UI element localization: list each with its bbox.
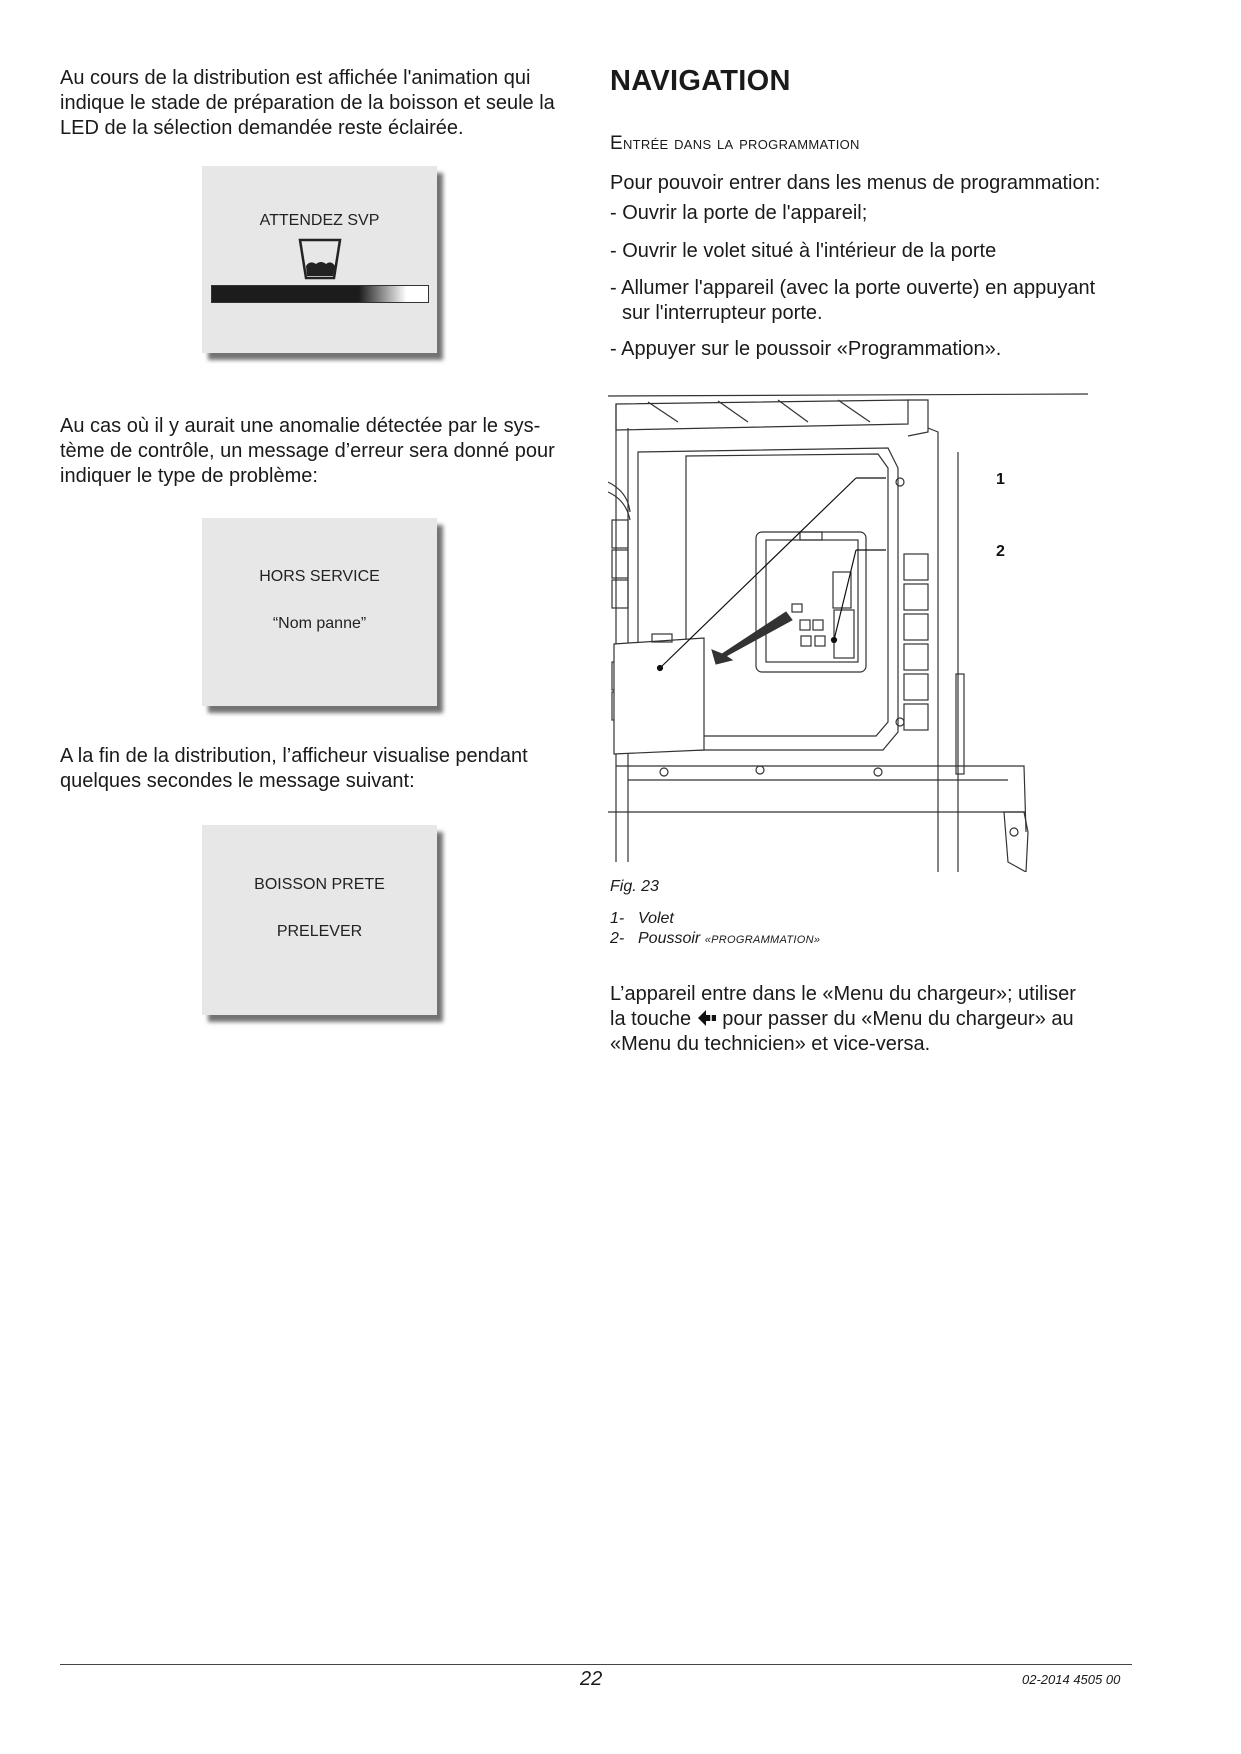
closing-line-2: [610, 1007, 1130, 1032]
end-line-1: A la fin de la distribution, l’afficheur visualise pendant: [60, 745, 528, 767]
document-reference: 02-2014 4505 00: [1022, 1672, 1121, 1687]
intro-paragraph: [60, 66, 590, 141]
callout-2: 2: [996, 543, 1005, 560]
anomaly-paragraph: [60, 414, 590, 489]
legend-item-1: [610, 909, 820, 929]
section-heading: NAVIGATION: [610, 65, 791, 97]
legend-2-number: 2-: [610, 930, 625, 947]
figure-label: Fig. 23: [610, 878, 659, 895]
anomaly-line-2: tème de contrôle, un message d’erreur sera donné pour: [60, 440, 555, 462]
closing-line-2-post: pour passer du «Menu du chargeur» au: [722, 1008, 1074, 1030]
progress-bar: [211, 285, 429, 303]
machine-door-illustration: [608, 392, 1092, 872]
end-paragraph: [60, 744, 590, 794]
error-name: “Nom panne”: [272, 615, 367, 632]
closing-line-1: L’appareil entre dans le «Menu du chargeur»; utiliser: [610, 983, 1076, 1005]
step-press-button: - Appuyer sur le poussoir «Programmation».: [610, 338, 1002, 360]
page-number: 22: [580, 1668, 603, 1690]
legend-1-text: Volet: [638, 910, 674, 927]
steps-intro: Pour pouvoir entrer dans les menus de programmation:: [610, 172, 1101, 194]
legend-2-small: «PROGRAMMATION»: [704, 934, 821, 946]
closing-line-2-pre: la touche: [610, 1008, 692, 1030]
ready-instruction: PRELEVER: [276, 923, 363, 940]
anomaly-line-3: indiquer le type de problème:: [60, 465, 318, 487]
subsection-heading: Entrée dans la programmation: [610, 133, 860, 154]
legend-item-2: [610, 929, 820, 950]
error-title: HORS SERVICE: [259, 568, 380, 585]
cup-icon: [298, 238, 342, 280]
ready-title: BOISSON PRETE: [254, 876, 385, 893]
legend-2-text: Poussoir: [638, 930, 701, 947]
step-power-on-cont: sur l'interrupteur porte.: [622, 302, 823, 324]
intro-line-3: LED de la sélection demandée reste éclairée.: [60, 117, 464, 139]
display-panel-wait: [202, 166, 437, 353]
anomaly-line-1: Au cas où il y aurait une anomalie détectée par le sys-: [60, 415, 541, 437]
closing-line-3: «Menu du technicien» et vice-versa.: [610, 1033, 931, 1055]
step-open-flap: - Ouvrir le volet situé à l'intérieur de la porte: [610, 240, 997, 262]
wait-message: ATTENDEZ SVP: [259, 212, 380, 229]
end-line-2: quelques secondes le message suivant:: [60, 770, 415, 792]
legend-1-number: 1-: [610, 910, 625, 927]
closing-paragraph: [610, 982, 1130, 1057]
intro-line-1: Au cours de la distribution est affichée l'animation qui: [60, 67, 531, 89]
figure-legend: [610, 909, 820, 950]
arrow-left-icon: [697, 1009, 717, 1027]
callout-1: 1: [996, 471, 1005, 488]
step-open-door: - Ouvrir la porte de l'appareil;: [610, 202, 868, 224]
display-panel-ready: [202, 825, 437, 1015]
step-power-on: - Allumer l'appareil (avec la porte ouverte) en appuyant: [610, 277, 1096, 299]
display-panel-error: [202, 518, 437, 706]
intro-line-2: indique le stade de préparation de la boisson et seule la: [60, 92, 555, 114]
footer-rule: [60, 1664, 1132, 1665]
